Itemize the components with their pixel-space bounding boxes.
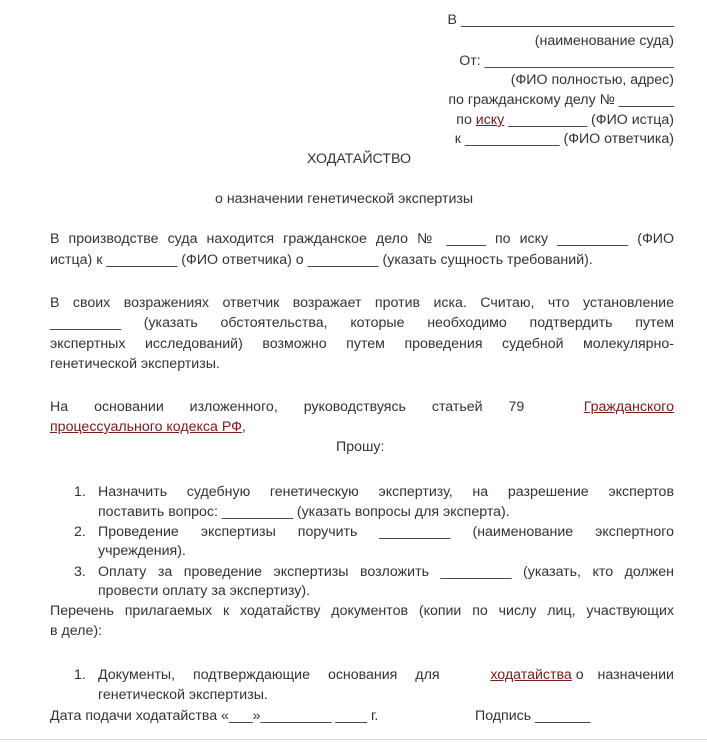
list-item-number: 2. — [74, 524, 86, 540]
paragraph-line: В своих возражениях ответчик возражает против иска. Считаю, что установление — [50, 295, 674, 311]
claim-prefix: по — [456, 112, 476, 128]
list-item-text: поставить вопрос: _________ (указать вопросы для эксперта). — [98, 504, 510, 520]
applicant-hint: (ФИО полностью, адрес) — [510, 72, 674, 88]
document-subtitle: о назначении генетической экспертизы — [215, 191, 474, 207]
petition-link[interactable]: ходатайства — [490, 667, 572, 683]
paragraph-line — [50, 397, 674, 418]
defendant-line: к ____________ (ФИО ответчика) — [454, 131, 674, 147]
attachment-text-end: о назначении — [575, 667, 674, 683]
list-item-text: Проведение экспертизы поручить _________ (наименование экспертного — [98, 524, 674, 540]
plaintiff-line — [456, 110, 674, 130]
paragraph-line: _________ (указать обстоятельства, которые необходимо подтвердить путем — [50, 315, 674, 331]
court-hint: (наименование суда) — [534, 33, 674, 49]
list-item-text: учреждения). — [98, 543, 186, 559]
case-number-line: по гражданскому делу № _______ — [448, 92, 674, 108]
filing-date-line: Дата подачи ходатайства «___»_________ ____ г. — [50, 708, 379, 724]
paragraph-line: истца) к _________ (ФИО ответчика) о _________ (указать сущность требований). — [50, 252, 593, 268]
paragraph-line: Перечень прилагаемых к ходатайству документов (копии по числу лиц, участвующих — [50, 603, 674, 619]
civil-code-link-continued[interactable]: процессуального кодекса РФ — [50, 419, 242, 435]
list-item-number: 1. — [74, 484, 86, 500]
list-item-number: 1. — [74, 667, 86, 683]
signature-line: Подпись _______ — [475, 708, 591, 724]
list-item-text: генетической экспертизы. — [98, 687, 268, 703]
list-item-text: Оплату за проведение экспертизы возложить _________ (указать, кто должен — [98, 564, 674, 580]
paragraph-line: экспертных исследований) возможно путем проведения судебной молекулярно- — [50, 336, 674, 352]
addressee-line: В ___________________________ — [447, 12, 674, 28]
claim-link[interactable]: иску — [475, 112, 505, 128]
claim-suffix: __________ (ФИО истца) — [504, 112, 674, 128]
request-title: Прошу: — [336, 439, 385, 455]
paragraph-line — [50, 417, 246, 438]
list-item-text: провести оплату за экспертизу). — [98, 583, 311, 599]
paragraph-line: в деле): — [50, 623, 103, 639]
paragraph-line: генетической экспертизы. — [50, 356, 220, 372]
list-item-number: 3. — [74, 564, 86, 580]
list-item-text: Назначить судебную генетическую экспертизу, на разрешение экспертов — [98, 484, 674, 500]
legal-basis-punct: , — [241, 419, 246, 435]
list-item-text — [98, 665, 674, 686]
paragraph-line: В производстве суда находится гражданское дело № _____ по иску _________ (ФИО — [50, 231, 674, 247]
civil-code-link[interactable]: Гражданского — [583, 399, 674, 415]
attachment-text: Документы, подтверждающие основания для — [98, 667, 440, 683]
applicant-line: От: ________________________ — [459, 53, 674, 69]
attachment-link-wrap — [490, 665, 674, 686]
page-bottom-divider — [0, 739, 707, 740]
document-title: ХОДАТАЙСТВО — [307, 151, 411, 167]
legal-basis-text: На основании изложенного, руководствуясь статьей 79 — [50, 399, 525, 415]
